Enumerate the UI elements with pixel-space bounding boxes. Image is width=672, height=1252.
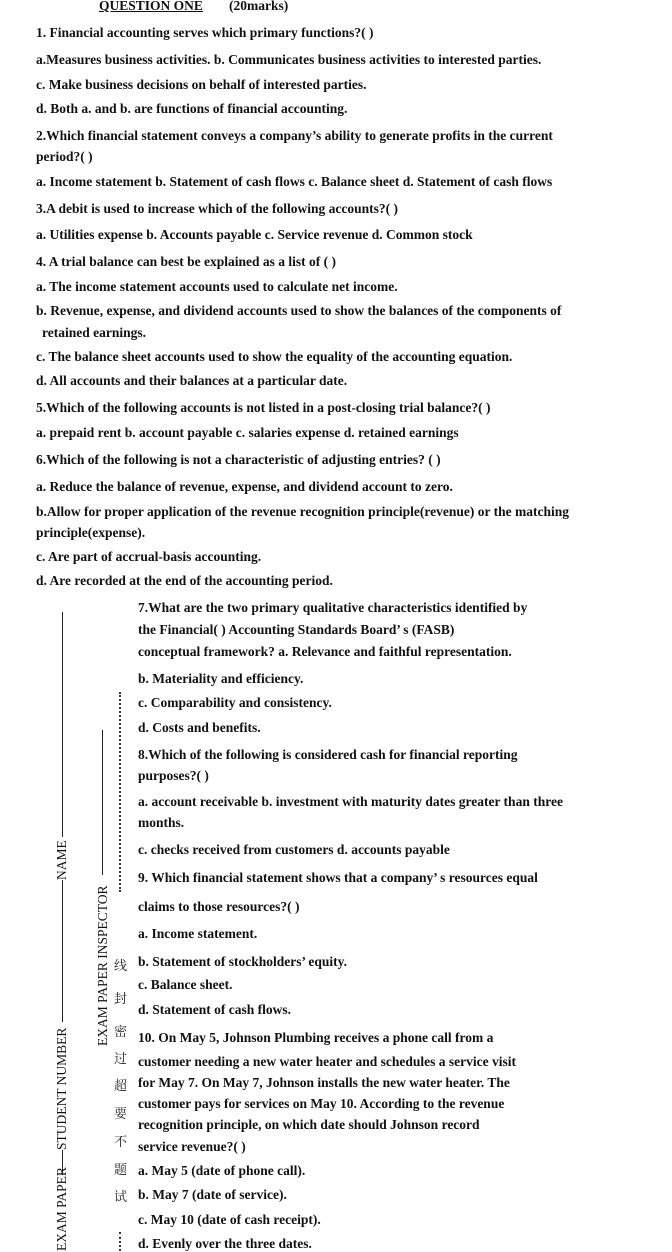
q6-option-b-cont: principle(expense). [36, 525, 146, 540]
q7-stem-cont: the Financial( ) Accounting Standards Board’ s (FASB) [138, 622, 455, 637]
seal-dotted-line-lower [119, 1232, 121, 1251]
q10-option-b: b. May 7 (date of service). [138, 1187, 287, 1202]
q9-stem-cont: claims to those resources?( ) [138, 899, 300, 914]
seal-char: 密 [114, 1024, 128, 1039]
q6-option-a: a. Reduce the balance of revenue, expense, and dividend account to zero. [36, 479, 453, 494]
q9-option-b: b. Statement of stockholders’ equity. [138, 954, 347, 969]
seal-char: 不 [114, 1134, 128, 1149]
q1-option-d: d. Both a. and b. are functions of financial accounting. [36, 101, 348, 116]
q4-option-b-cont: retained earnings. [42, 325, 146, 340]
q9-option-d: d. Statement of cash flows. [138, 1002, 291, 1017]
q9-option-a: a. Income statement. [138, 926, 258, 941]
q9-stem: 9. Which financial statement shows that a company’ s resources equal [138, 870, 538, 885]
q8-options-ab-cont: months. [138, 815, 185, 830]
q2-stem-cont: period?( ) [36, 149, 93, 164]
q4-option-d: d. All accounts and their balances at a particular date. [36, 373, 348, 388]
q5-options: a. prepaid rent b. account payable c. salaries expense d. retained earnings [36, 425, 459, 440]
q7-option-c: c. Comparability and consistency. [138, 695, 332, 710]
q7-stem: 7.What are the two primary qualitative characteristics identified by [138, 600, 528, 615]
q5-stem: 5.Which of the following accounts is not listed in a post-closing trial balance?( ) [36, 400, 491, 415]
q10-option-a: a. May 5 (date of phone call). [138, 1163, 306, 1178]
q1-stem: 1. Financial accounting serves which primary functions?( ) [36, 25, 374, 40]
student-number-label: STUDENT NUMBER [54, 1027, 69, 1150]
q10-option-d: d. Evenly over the three dates. [138, 1236, 312, 1251]
q2-options: a. Income statement b. Statement of cash flows c. Balance sheet d. Statement of cash flows [36, 174, 553, 189]
inspector-line [102, 730, 103, 875]
q4-option-c: c. The balance sheet accounts used to show the equality of the accounting equation. [36, 349, 513, 364]
name-line [62, 612, 63, 837]
q3-options: a. Utilities expense b. Accounts payable c. Service revenue d. Common stock [36, 227, 473, 242]
exam-paper-inspector-label: EXAM PAPER INSPECTOR [95, 885, 110, 1046]
q3-stem: 3.A debit is used to increase which of the following accounts?( ) [36, 201, 399, 216]
q6-option-d: d. Are recorded at the end of the accounting period. [36, 573, 333, 588]
seal-char: 线 [114, 958, 128, 973]
seal-char: 过 [114, 1051, 128, 1066]
q8-options-ab: a. account receivable b. investment with maturity dates greater than three [138, 794, 563, 809]
q1-option-c: c. Make business decisions on behalf of interested parties. [36, 77, 367, 92]
q10-stem-4: customer pays for services on May 10. According to the revenue [138, 1096, 505, 1111]
seal-char: 题 [114, 1162, 128, 1177]
q10-stem-3: for May 7. On May 7, Johnson installs the new water heater. The [138, 1075, 510, 1090]
q10-stem-5: recognition principle, on which date should Johnson record [138, 1117, 480, 1132]
q7-stem-cont2: conceptual framework? a. Relevance and faithful representation. [138, 644, 512, 659]
seal-char: 要 [114, 1106, 128, 1121]
seal-dotted-line-upper [119, 692, 121, 892]
q10-option-c: c. May 10 (date of cash receipt). [138, 1212, 321, 1227]
q8-stem: 8.Which of the following is considered cash for financial reporting [138, 747, 518, 762]
q8-options-cd: c. checks received from customers d. accounts payable [138, 842, 450, 857]
question-marks: (20marks) [229, 0, 289, 13]
q10-stem-6: service revenue?( ) [138, 1139, 246, 1154]
q2-stem: 2.Which financial statement conveys a company’s ability to generate profits in the current [36, 128, 553, 143]
q4-stem: 4. A trial balance can best be explained as a list of ( ) [36, 254, 336, 269]
q10-stem-2: customer needing a new water heater and schedules a service visit [138, 1054, 516, 1069]
q7-option-d: d. Costs and benefits. [138, 720, 261, 735]
student-number-line-upper [62, 880, 63, 1022]
q1-options-ab: a.Measures business activities. b. Communicates business activities to interested parties. [36, 52, 542, 67]
seal-char: 超 [114, 1078, 128, 1093]
q6-option-c: c. Are part of accrual-basis accounting. [36, 549, 262, 564]
exam-paper-label: EXAM PAPER [54, 1167, 69, 1251]
q8-stem-cont: purposes?( ) [138, 768, 209, 783]
q7-option-b: b. Materiality and efficiency. [138, 671, 304, 686]
question-title: QUESTION ONE [99, 0, 203, 13]
seal-char: 封 [114, 991, 128, 1006]
q10-stem: 10. On May 5, Johnson Plumbing receives a phone call from a [138, 1030, 494, 1045]
q6-stem: 6.Which of the following is not a characteristic of adjusting entries? ( ) [36, 452, 441, 467]
q4-option-a: a. The income statement accounts used to calculate net income. [36, 279, 398, 294]
q9-option-c: c. Balance sheet. [138, 977, 233, 992]
q6-option-b: b.Allow for proper application of the revenue recognition principle(revenue) or the matching [36, 504, 569, 519]
name-label: NAME [54, 840, 69, 880]
seal-char: 试 [114, 1189, 128, 1204]
q4-option-b: b. Revenue, expense, and dividend accounts used to show the balances of the components of [36, 303, 562, 318]
